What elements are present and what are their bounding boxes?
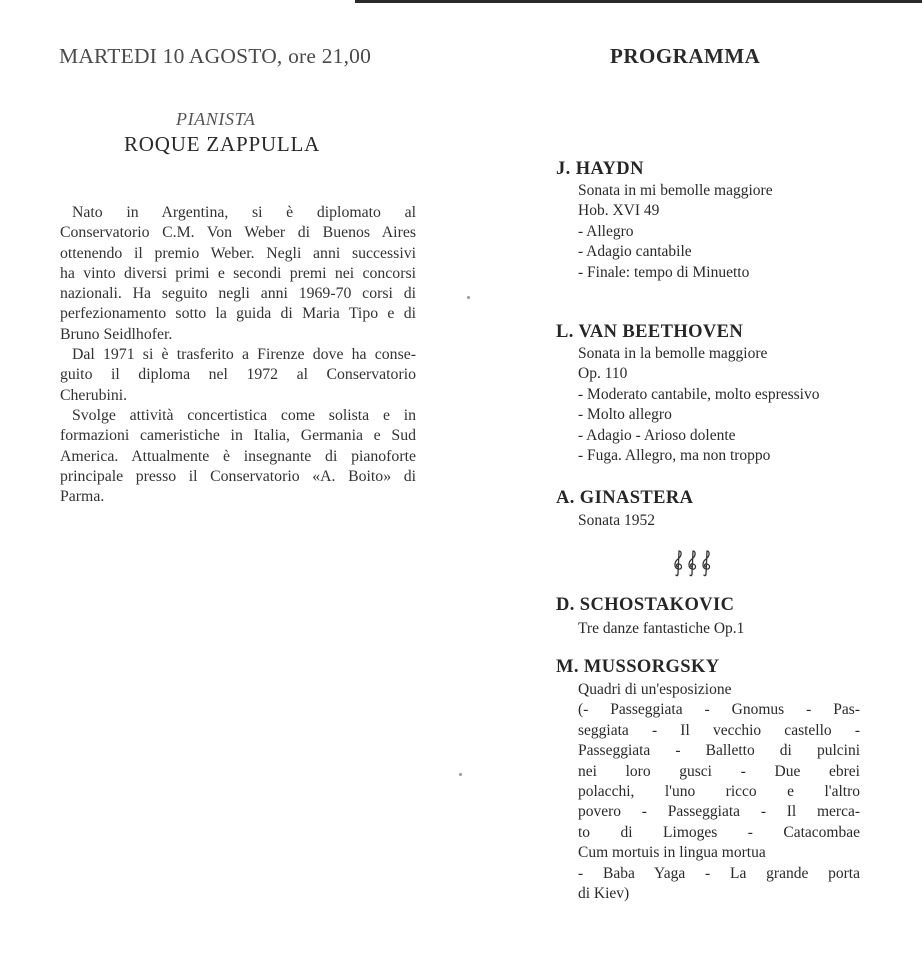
paper-speck (467, 296, 470, 299)
work-line: Tre danze fantastiche Op.1 (578, 620, 745, 637)
works-haydn (578, 181, 860, 283)
work-line: - Adagio cantabile (578, 243, 692, 261)
work-line: - Baba Yaga - La grande porta (578, 864, 860, 882)
work-line: (- Passeggiata - Gnomus - Pas- (578, 701, 860, 719)
bio-line: Cherubini. (60, 386, 128, 404)
work-line: - Molto allegro (578, 406, 672, 424)
programma-heading: PROGRAMMA (610, 44, 761, 68)
work-line: seggiata - Il vecchio castello - (578, 721, 860, 739)
bio-line: formazioni cameristiche in Italia, Germania e Sud (60, 427, 416, 445)
work-line: - Allegro (578, 222, 634, 240)
work-line: nei loro gusci - Due ebrei (578, 762, 860, 780)
work-line: povero - Passeggiata - Il merca- (578, 803, 860, 821)
works-mussorgsky (578, 680, 860, 904)
work-line: di Kiev) (578, 885, 630, 903)
composer-mussorgsky: M. MUSSORGSKY (556, 657, 720, 677)
work-line: - Adagio - Arioso dolente (578, 426, 736, 444)
top-rule (355, 0, 922, 3)
concert-date: MARTEDI 10 AGOSTO, ore 21,00 (59, 44, 372, 68)
bio-line: Dal 1971 si è trasferito a Firenze dove ha conse- (72, 346, 416, 364)
bio-line: guito il diploma nel 1972 al Conservatorio (60, 366, 416, 384)
work-line: Sonata 1952 (578, 512, 656, 529)
bio-line: ottenendo il premio Weber. Negli anni successivi (60, 244, 416, 262)
paper-speck (459, 773, 462, 776)
bio-line: Conservatorio C.M. Von Weber di Buenos Aires (60, 224, 416, 242)
work-line: - Fuga. Allegro, ma non troppo (578, 447, 771, 465)
work-line: Sonata in mi bemolle maggiore (578, 182, 773, 199)
work-line: to di Limoges - Catacombae (578, 823, 860, 841)
bio-line: Svolge attività concertistica come solista e in (72, 406, 416, 424)
works-schostakovic (578, 619, 860, 639)
bio-line: Bruno Seidlhofer. (60, 325, 173, 343)
bio-line: nazionali. Ha seguito negli anni 1969-70 corsi di (60, 285, 416, 303)
bio-line: America. Attualmente è insegnante di pianoforte (60, 447, 416, 465)
work-line: Hob. XVI 49 (578, 202, 660, 220)
work-line: - Moderato cantabile, molto espressivo (578, 385, 820, 403)
bio-line: ha vinto diversi primi e secondi premi nei concorsi (60, 264, 416, 282)
bio-line: perfezionamento sotto la guida di Maria Tipo e di (60, 305, 416, 323)
performer-name: ROQUE ZAPPULLA (124, 132, 321, 156)
work-line: Sonata in la bemolle maggiore (578, 345, 768, 362)
works-ginastera (578, 511, 860, 531)
work-line: polacchi, l'uno ricco e l'altro (578, 783, 860, 801)
composer-haydn: J. HAYDN (556, 159, 644, 179)
works-beethoven (578, 344, 860, 466)
bio-line: Parma. (60, 488, 105, 506)
work-line: - Finale: tempo di Minuetto (578, 263, 750, 281)
work-line: Cum mortuis in lingua mortua (578, 844, 766, 862)
composer-schostakovic: D. SCHOSTAKOVIC (556, 595, 735, 615)
work-line: Quadri di un'esposizione (578, 681, 732, 698)
performer-biography (60, 203, 416, 507)
work-line: Passeggiata - Balletto di pulcini (578, 742, 860, 760)
composer-ginastera: A. GINASTERA (556, 488, 694, 508)
treble-clef-ornament-icon (670, 548, 720, 578)
performer-role: PIANISTA (176, 109, 256, 129)
bio-line: Nato in Argentina, si è diplomato al (72, 204, 416, 221)
bio-line: principale presso il Conservatorio «A. Boito» di (60, 467, 416, 485)
work-line: Op. 110 (578, 365, 628, 383)
composer-beethoven: L. VAN BEETHOVEN (556, 322, 744, 342)
